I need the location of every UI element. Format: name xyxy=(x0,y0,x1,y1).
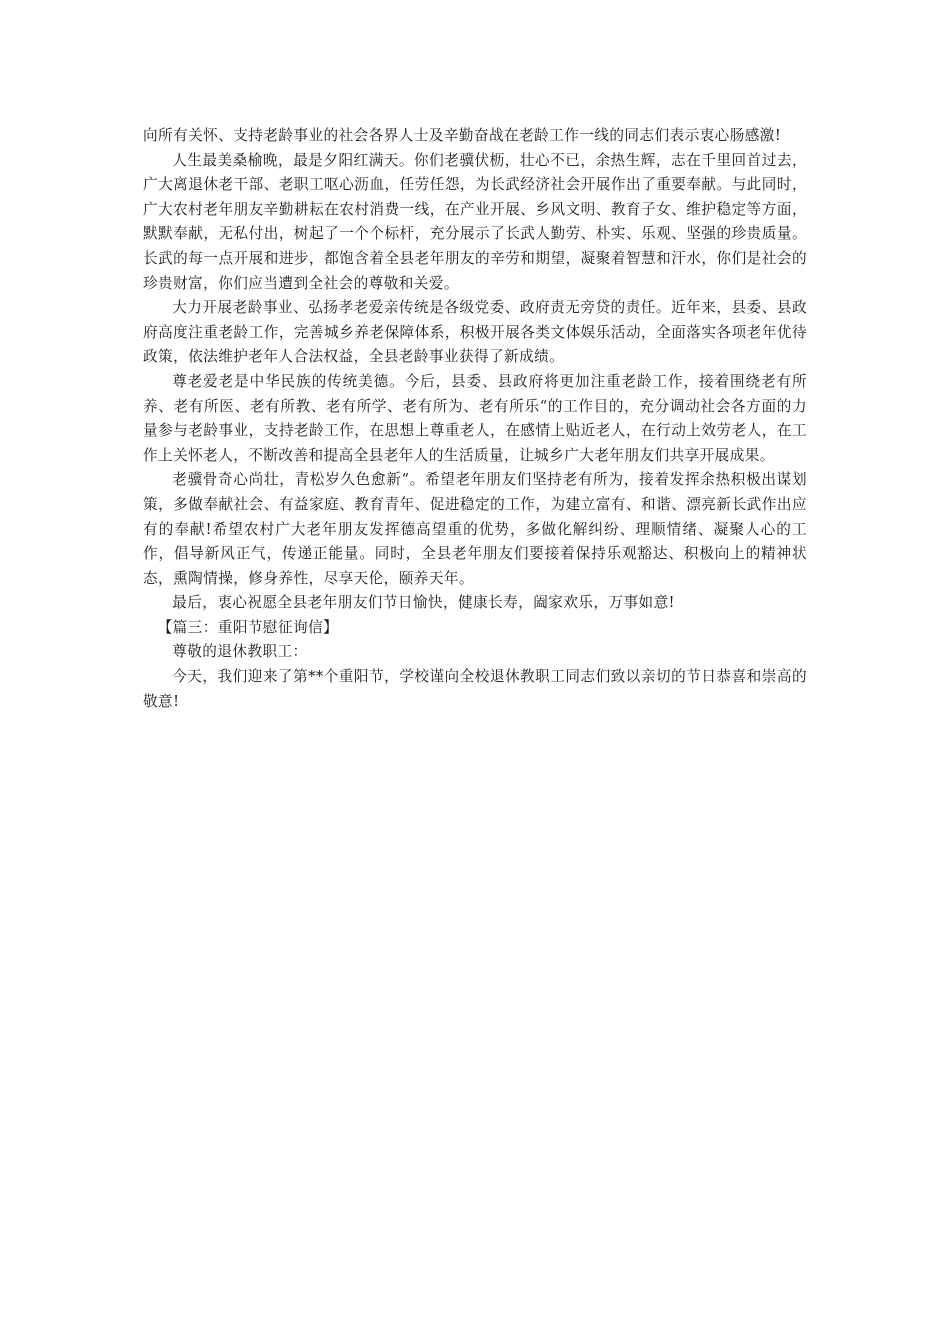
paragraph-respect-elders: 尊老爱老是中华民族的传统美德。今后，县委、县政府将更加注重老龄工作，接着围绕老有所养、老有所医、老有所教、老有所学、老有所为、老有所乐“的工作目的，充分调动社会各方面的力量参与老龄事业，支持老龄工作，在思想上尊重老人，在感情上贴近老人，在行动上效劳老人，在工作上关怀老人，不断改善和提高全县老年人的生活质量，让城乡广大老年朋友们共享开展成果。 xyxy=(143,372,807,464)
paragraph-closing-wishes: 最后，衷心祝愿全县老年朋友们节日愉快，健康长寿，阖家欢乐，万事如意! xyxy=(172,594,675,612)
paragraph-responsibility: 大力开展老龄事业、弘扬孝老爱亲传统是各级党委、政府责无旁贷的责任。近年来，县委、县政府高度注重老龄工作，完善城乡养老保障体系，积极开展各类文体娱乐活动，全面落实各项老年优待政策，依法维护老年人合法权益，全县老龄事业获得了新成绩。 xyxy=(143,299,807,366)
paragraph-hopes: 老骥骨奇心尚壮，青松岁久色愈新“。希望老年朋友们坚持老有所为，接着发挥余热积极出谋划策，多做奉献社会、有益家庭、教育青年、促进稳定的工作，为建立富有、和谐、漂亮新长武作出应有的奉献!希望农村广大老年朋友发挥德高望重的优势，多做化解纠纷、理顺情绪、凝聚人心的工作，倡导新风正气，传递正能量。同时，全县老年朋友们要接着保持乐观豁达、积极向上的精神状态，熏陶情操，修身养性，尽享天伦，颐养天年。 xyxy=(143,471,807,587)
paragraph-gratitude: 向所有关怀、支持老龄事业的社会各界人士及辛勤奋战在老龄工作一线的同志们表示衷心肠感激! xyxy=(143,127,782,144)
salutation: 尊敬的退休教职工： xyxy=(172,643,308,661)
section-heading: 【篇三：重阳节慰征询信】 xyxy=(157,618,339,636)
document-body xyxy=(143,124,807,714)
paragraph-sunset: 人生最美桑榆晚，最是夕阳红满天。你们老骥伏枥，壮心不已，余热生辉，志在千里回首过去，广大离退休老干部、老职工呕心沥血，任劳任怨，为长武经济社会开展作出了重要奉献。与此同时，广大农村老年朋友辛勤耕耘在农村消费一线，在产业开展、乡风文明、教育子女、维护稳定等方面，默默奉献，无私付出，树起了一个个标杆，充分展示了长武人勤劳、朴实、乐观、坚强的珍贵质量。长武的每一点开展和进步，都饱含着全县老年朋友的辛劳和期望，凝聚着智慧和汗水，你们是社会的珍贵财富，你们应当遭到全社会的尊敬和关爱。 xyxy=(143,151,807,292)
paragraph-today: 今天，我们迎来了第**个重阳节，学校谨向全校退休教职工同志们致以亲切的节日恭喜和崇高的敬意! xyxy=(143,668,807,710)
